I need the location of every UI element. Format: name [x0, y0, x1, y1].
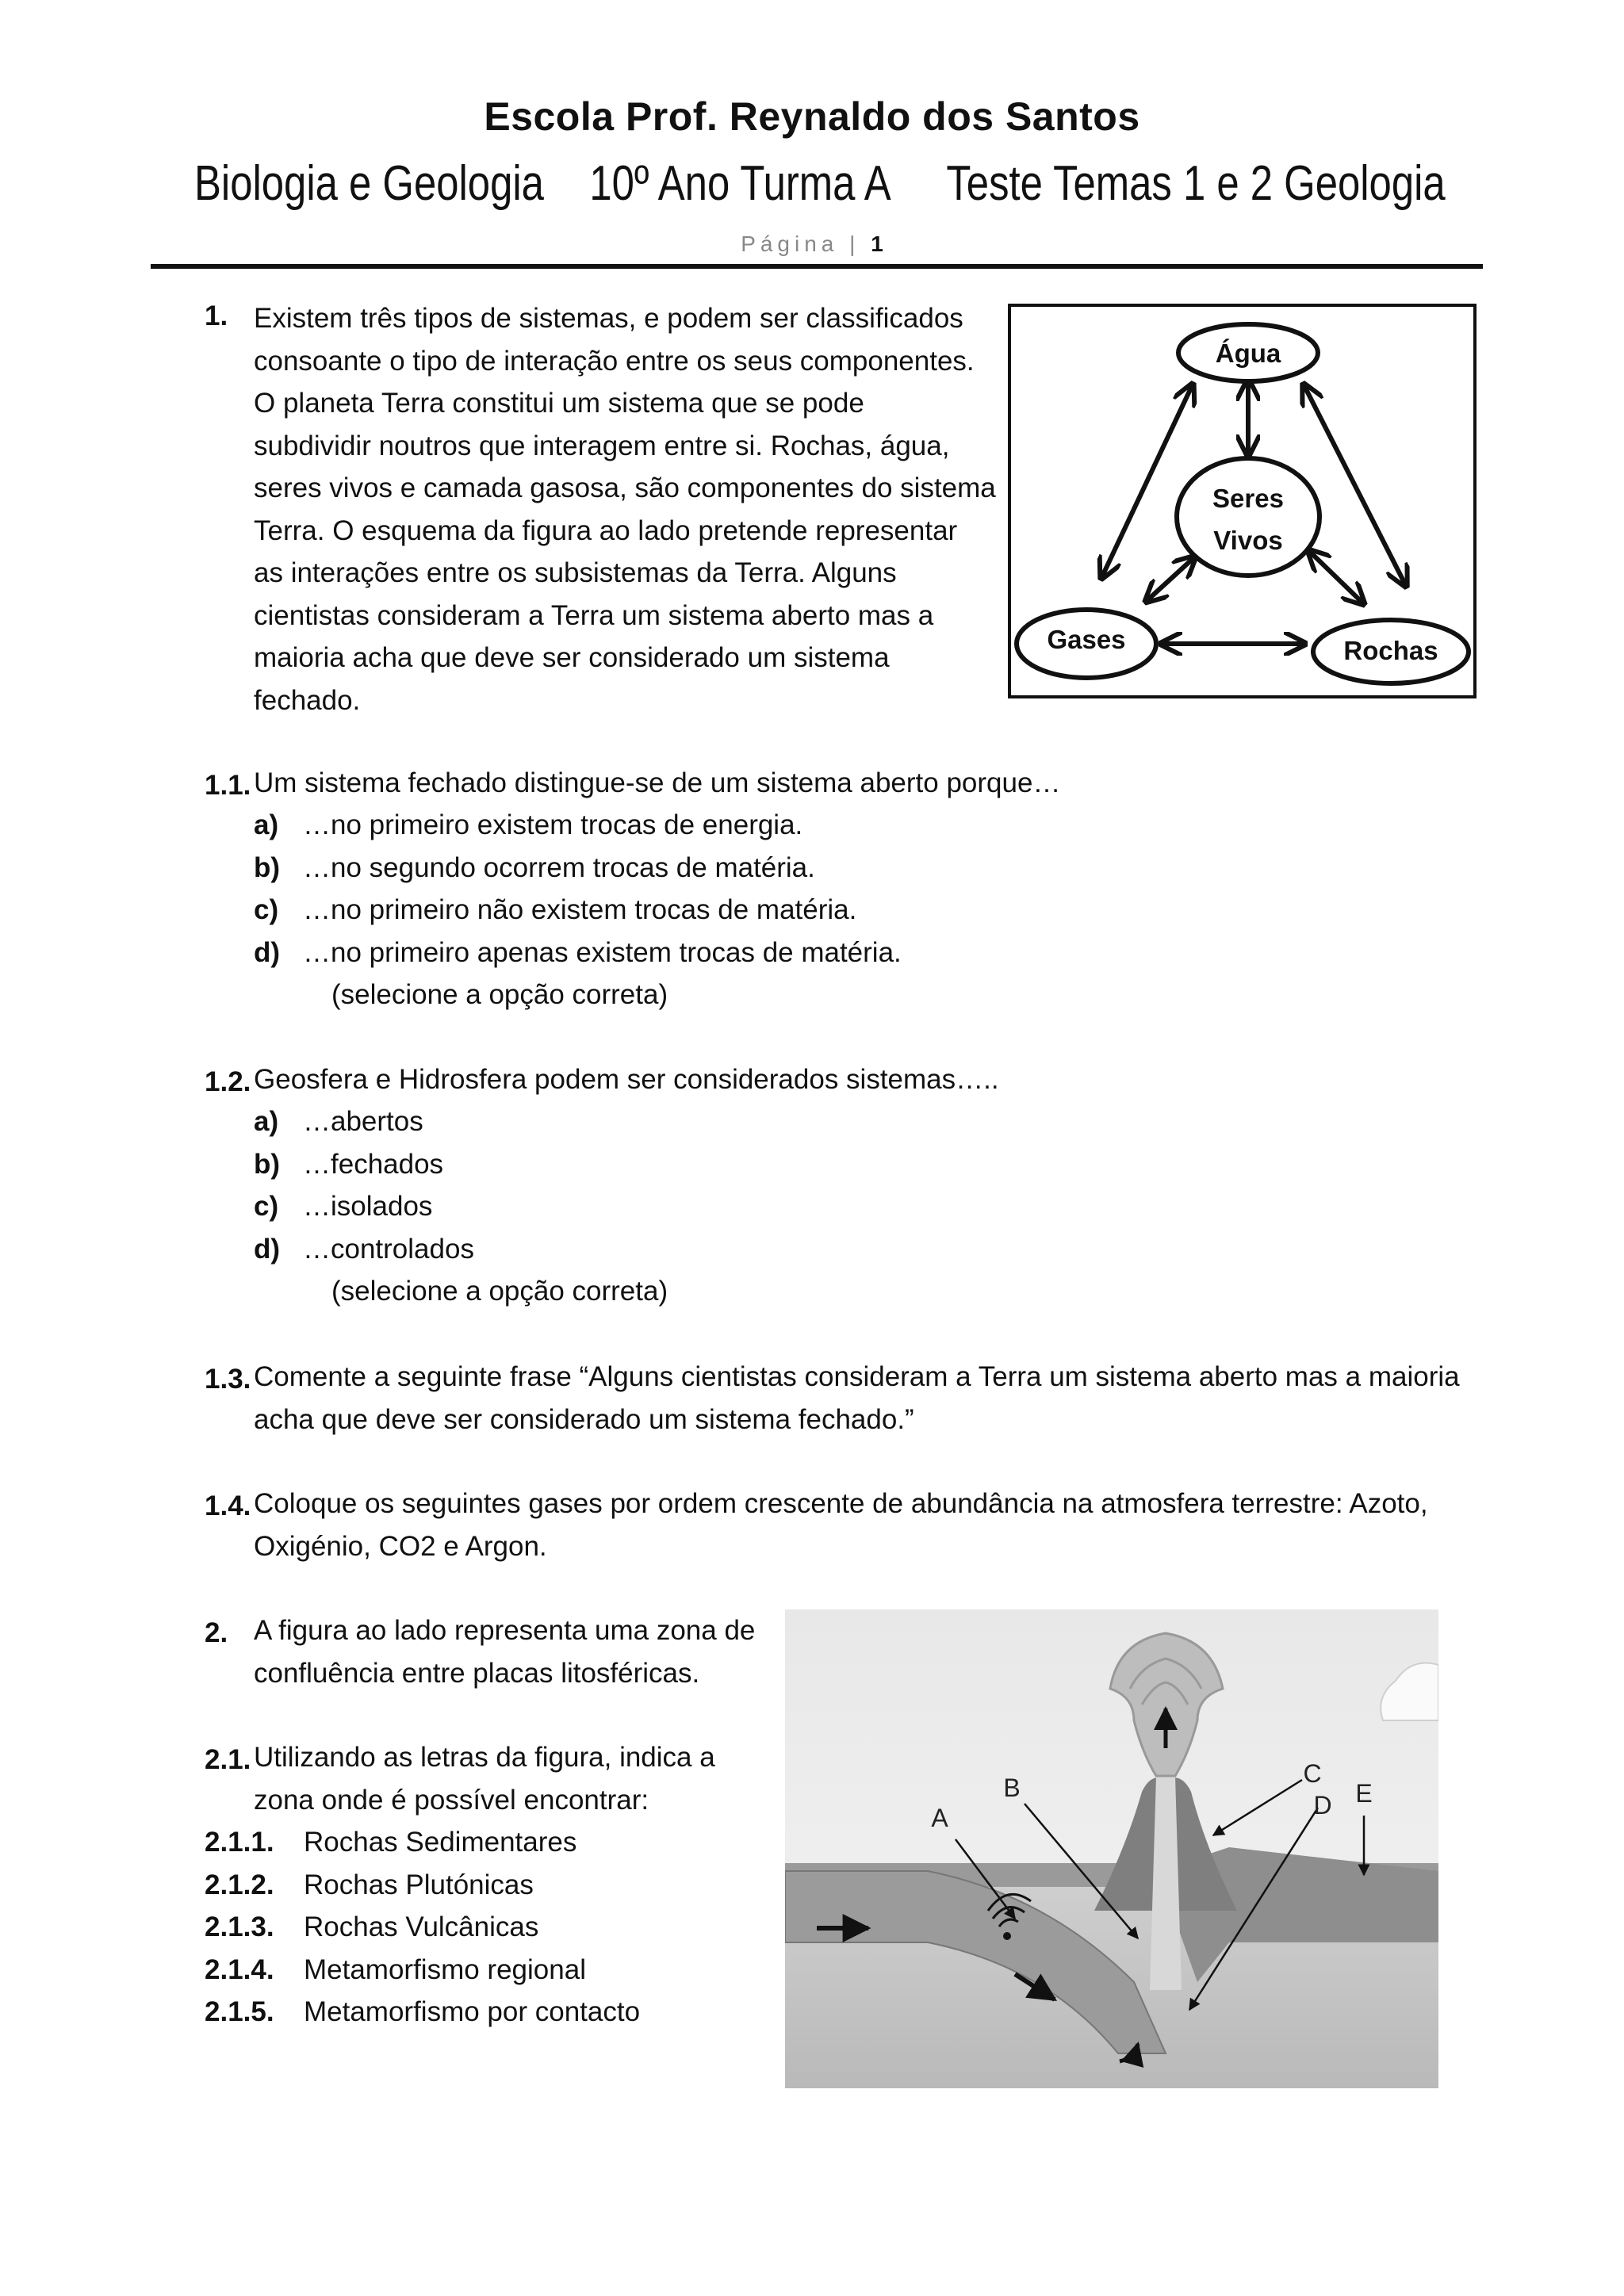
- q1-line: cientistas consideram a Terra um sistema aberto mas a: [254, 599, 934, 631]
- sub-item-number: 2.1.1.: [205, 1827, 274, 1858]
- q2-line: A figura ao lado representa uma zona de: [254, 1615, 756, 1646]
- q1-4-text: [254, 1483, 1491, 1567]
- q2-text: [254, 1609, 755, 1694]
- label-c: C: [1303, 1759, 1322, 1788]
- rochas-label: Rochas: [1343, 636, 1438, 665]
- option-letter: b): [254, 851, 281, 883]
- q1-line: O planeta Terra constitui um sistema que se pode: [254, 388, 864, 419]
- option-text: …abertos: [303, 1106, 423, 1137]
- test-label: Teste Temas 1 e 2 Geologia: [946, 156, 1446, 211]
- seres-label: Seres: [1212, 484, 1284, 513]
- q1-4-line: Coloque os seguintes gases por ordem crescente de abundância na atmosfera terrestre: Azoto,: [254, 1488, 1428, 1519]
- school-name: Escola Prof. Reynaldo dos Santos: [484, 94, 1140, 139]
- q1-line: Existem três tipos de sistemas, e podem ser classificados: [254, 303, 963, 334]
- sub-item-text: Rochas Plutónicas: [304, 1869, 534, 1900]
- sub-item: [205, 1821, 640, 1864]
- sub-item-text: Metamorfismo por contacto: [304, 1996, 641, 2027]
- header-divider: [151, 264, 1483, 269]
- option-letter: d): [254, 1233, 281, 1265]
- page-label: Página: [741, 232, 839, 256]
- q2-1-line: zona onde é possível encontrar:: [254, 1784, 649, 1816]
- subject-label: Biologia e Geologia: [194, 156, 544, 211]
- q2-1-items: [205, 1821, 640, 2034]
- sub-item-number: 2.1.5.: [205, 1996, 274, 2027]
- option-instruction: (selecione a opção correta): [331, 979, 668, 1010]
- q1-3-number: 1.3.: [205, 1364, 251, 1395]
- q1-2-stem: Geosfera e Hidrosfera podem ser considerados sistemas…..: [254, 1064, 999, 1095]
- label-d: D: [1313, 1791, 1332, 1820]
- sub-item-number: 2.1.3.: [205, 1911, 274, 1942]
- sub-item: [205, 1864, 640, 1907]
- option-row: [254, 1100, 668, 1143]
- q1-line: Terra. O esquema da figura ao lado pretende representar: [254, 515, 958, 546]
- option-row: [254, 1143, 668, 1186]
- grade-label: 10º Ano Turma A: [589, 156, 891, 211]
- q1-number: 1.: [205, 300, 228, 331]
- sub-item-text: Rochas Vulcânicas: [304, 1911, 539, 1942]
- option-text: …controlados: [303, 1233, 474, 1265]
- option-text: …no primeiro apenas existem trocas de matéria.: [303, 936, 902, 968]
- q1-line: seres vivos e camada gasosa, são componentes do sistema: [254, 473, 996, 503]
- earth-systems-diagram: [1007, 303, 1483, 701]
- q1-3-text: [254, 1356, 1491, 1441]
- q1-4-number: 1.4.: [205, 1490, 251, 1521]
- option-letter: c): [254, 1191, 279, 1222]
- sub-item-text: Rochas Sedimentares: [304, 1827, 577, 1858]
- sub-item: [205, 1906, 640, 1949]
- q2-1-text: [254, 1736, 715, 1821]
- option-letter: d): [254, 936, 281, 968]
- subduction-zone-figure: [785, 1609, 1438, 2088]
- option-text: …fechados: [303, 1148, 444, 1180]
- option-text: …no primeiro não existem trocas de matéria.: [303, 894, 857, 925]
- q1-1-stem: Um sistema fechado distingue-se de um sistema aberto porque…: [254, 767, 1061, 798]
- q2-number: 2.: [205, 1617, 228, 1648]
- option-row: [254, 932, 902, 974]
- q1-4-line: Oxigénio, CO2 e Argon.: [254, 1530, 547, 1562]
- q1-1-number: 1.1.: [205, 770, 251, 801]
- q1-line: subdividir noutros que interagem entre si. Rochas, água,: [254, 430, 950, 461]
- option-letter: c): [254, 894, 279, 925]
- seres-vivos-node: [1177, 458, 1320, 576]
- q1-1-options: [254, 804, 902, 1016]
- q2-1-line: Utilizando as letras da figura, indica a: [254, 1742, 715, 1773]
- sub-item-number: 2.1.4.: [205, 1954, 274, 1985]
- option-letter: a): [254, 809, 279, 840]
- earthquake-focus: [1003, 1932, 1011, 1940]
- option-text: …no primeiro existem trocas de energia.: [303, 809, 803, 840]
- q1-line: consoante o tipo de interação entre os seus componentes.: [254, 345, 975, 377]
- option-row: [254, 889, 902, 932]
- test-subtitle: [194, 155, 1446, 212]
- sub-item-text: Metamorfismo regional: [304, 1954, 586, 1985]
- option-row: [254, 804, 902, 847]
- q1-line: maioria acha que deve ser considerado um sistema: [254, 642, 890, 673]
- q2-1-number: 2.1.: [205, 1744, 251, 1775]
- q1-2-number: 1.2.: [205, 1066, 251, 1097]
- label-e: E: [1355, 1779, 1373, 1808]
- q1-line: fechado.: [254, 684, 361, 716]
- option-text: …no segundo ocorrem trocas de matéria.: [303, 851, 815, 883]
- q2-line: confluência entre placas litosféricas.: [254, 1657, 700, 1689]
- agua-label: Água: [1215, 339, 1281, 368]
- option-letter: b): [254, 1148, 281, 1180]
- page-number: Página | 1: [741, 232, 883, 256]
- sub-item: [205, 1991, 640, 2034]
- sub-item-number: 2.1.2.: [205, 1869, 274, 1900]
- vivos-label: Vivos: [1213, 526, 1283, 555]
- sub-item: [205, 1949, 640, 1992]
- page-number-value: 1: [871, 232, 883, 256]
- gases-label: Gases: [1047, 625, 1126, 654]
- option-instruction: (selecione a opção correta): [331, 1276, 668, 1307]
- q1-text: [254, 297, 1015, 721]
- q1-2-options: [254, 1100, 668, 1313]
- label-b: B: [1003, 1774, 1021, 1802]
- q1-3-line: acha que deve ser considerado um sistema fechado.”: [254, 1403, 914, 1435]
- q1-3-line: Comente a seguinte frase “Alguns cientistas consideram a Terra um sistema aberto mas a maioria: [254, 1361, 1460, 1392]
- option-letter: a): [254, 1106, 279, 1137]
- q1-line: as interações entre os subsistemas da Terra. Alguns: [254, 557, 897, 588]
- option-row: [254, 1228, 668, 1271]
- option-row: [254, 1185, 668, 1228]
- option-text: …isolados: [303, 1191, 433, 1222]
- label-a: A: [931, 1804, 948, 1832]
- option-row: [254, 847, 902, 890]
